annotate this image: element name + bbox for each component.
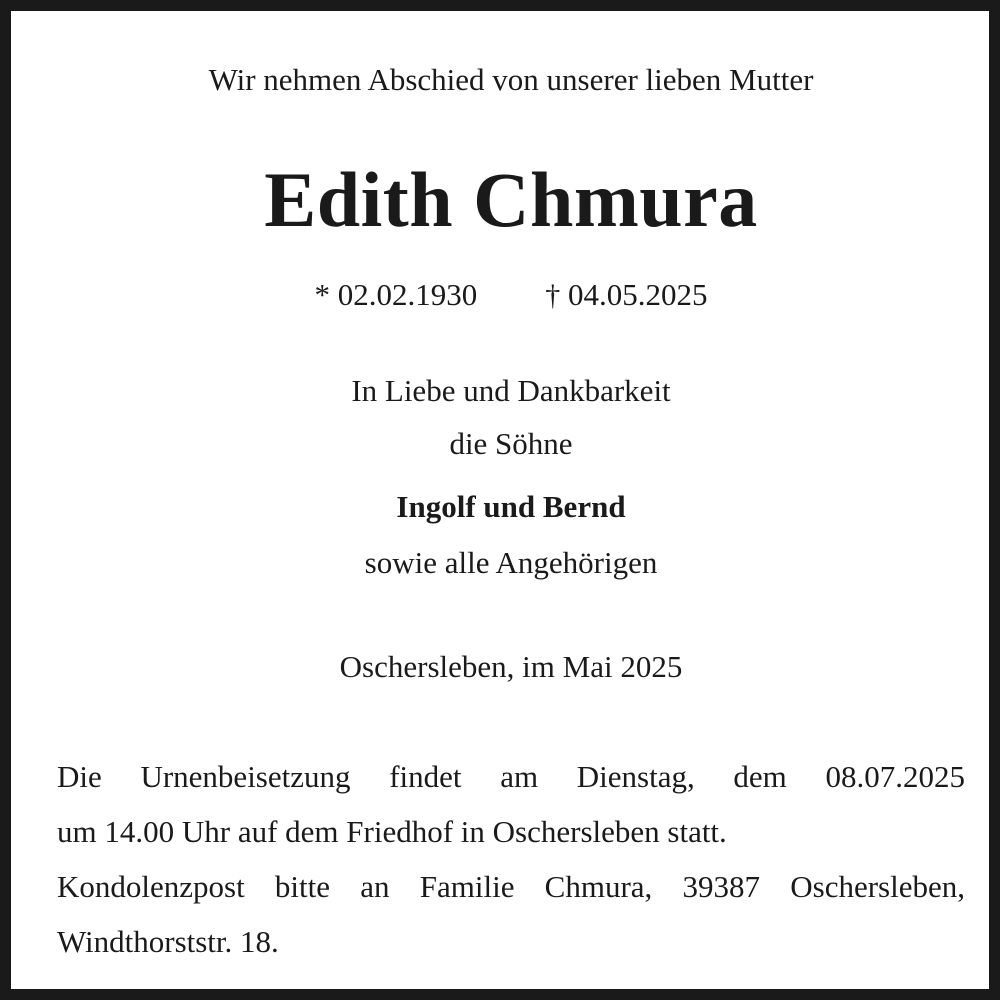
relatives-text: sowie alle Angehörigen	[364, 545, 658, 580]
sons-label: die Söhne	[449, 426, 573, 461]
notice-line: Kondolenzpost bitte an Familie Chmura, 39387 Oschersleben,	[57, 869, 965, 904]
intro-text: Wir nehmen Abschied von unserer lieben Mutter	[208, 62, 814, 97]
death-date: 04.05.2025	[568, 277, 708, 312]
dedication-love: In Liebe und Dankbarkeit	[351, 373, 671, 408]
sons-names: Ingolf und Bernd	[396, 489, 626, 524]
funeral-notice	[57, 749, 965, 969]
place-date: Oschersleben, im Mai 2025	[339, 649, 683, 684]
notice-line: um 14.00 Uhr auf dem Friedhof in Oschersleben statt.	[57, 814, 727, 849]
deceased-name: Edith Chmura	[264, 156, 758, 243]
notice-line: Windthorststr. 18.	[57, 924, 279, 959]
life-dates	[11, 279, 1000, 311]
cross-icon: †	[545, 279, 561, 312]
birth-date: * 02.02.1930	[314, 277, 478, 312]
notice-line: Die Urnenbeisetzung findet am Dienstag, dem 08.07.2025	[57, 759, 965, 794]
